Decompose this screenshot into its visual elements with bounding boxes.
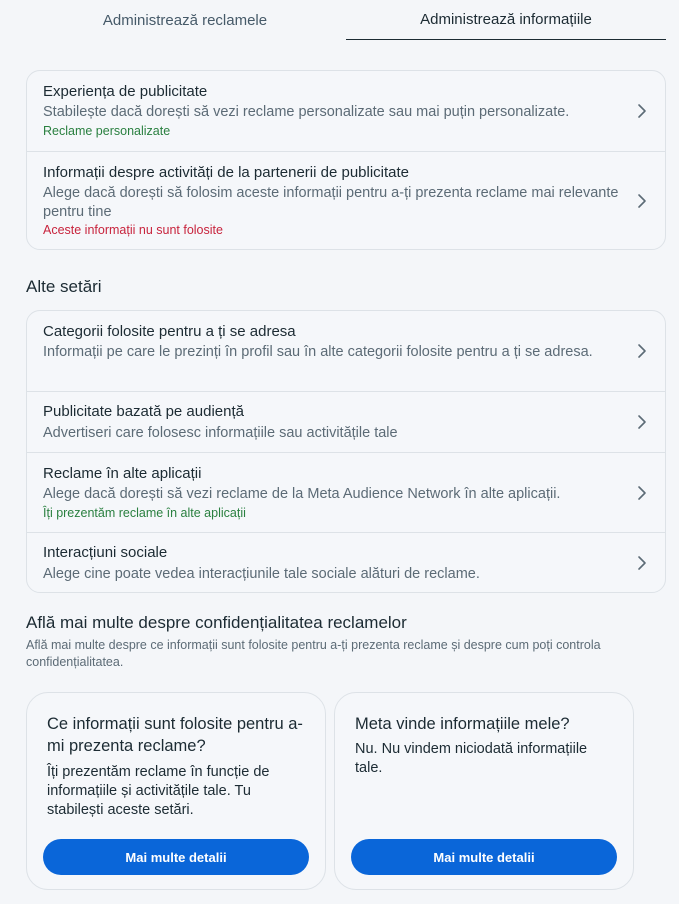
tab-manage-ads[interactable]: Administrează reclamele bbox=[102, 11, 268, 29]
learn-more-subtitle: Află mai multe despre ce informații sunt folosite pentru a-ți prezenta reclame și despre cum poți controla confidențialitatea. bbox=[26, 638, 601, 669]
setting-description: Advertiseri care folosesc informațiile sau activitățile tale bbox=[43, 425, 398, 441]
info-card-body: Nu. Nu vindem niciodată informațiile tale. bbox=[355, 741, 588, 776]
setting-description: Alege dacă dorești să vezi reclame de la Meta Audience Network în alte aplicații. bbox=[43, 486, 561, 502]
setting-title: Categorii folosite pentru a ți se adresa bbox=[43, 323, 296, 340]
setting-targeting-categories[interactable] bbox=[27, 311, 665, 391]
setting-ad-experience[interactable] bbox=[27, 71, 665, 151]
learn-more-button[interactable]: Mai multe detalii bbox=[351, 839, 617, 875]
setting-audience-based-ads[interactable] bbox=[27, 391, 665, 452]
other-settings-heading: Alte setări bbox=[26, 277, 102, 296]
setting-title: Reclame în alte aplicații bbox=[43, 465, 202, 482]
setting-status: Reclame personalizate bbox=[43, 124, 171, 138]
setting-title: Informații despre activități de la partenerii de publicitate bbox=[43, 164, 410, 181]
setting-title: Interacțiuni sociale bbox=[43, 544, 168, 561]
info-card-data-used bbox=[26, 692, 326, 890]
setting-description: Alege dacă dorești să folosim aceste informații pentru a-ți prezenta reclame mai relevante pentru tine bbox=[43, 185, 619, 220]
setting-social-interactions[interactable] bbox=[27, 532, 665, 593]
setting-title: Publicitate bazată pe audiență bbox=[43, 403, 244, 420]
info-card-title: Meta vinde informațiile mele? bbox=[355, 715, 570, 733]
setting-partner-activity[interactable] bbox=[27, 151, 665, 250]
chevron-right-icon bbox=[637, 555, 647, 571]
learn-more-heading: Află mai multe despre confidențialitatea reclamelor bbox=[26, 613, 407, 632]
chevron-right-icon bbox=[637, 343, 647, 359]
setting-description: Informații pe care le prezinți în profil sau în alte categorii folosite pentru a ți se adresa. bbox=[43, 344, 593, 360]
chevron-right-icon bbox=[637, 485, 647, 501]
info-card-title: Ce informații sunt folosite pentru a-mi prezenta reclame? bbox=[47, 715, 303, 755]
setting-title: Experiența de publicitate bbox=[43, 83, 208, 100]
setting-status: Aceste informații nu sunt folosite bbox=[43, 223, 223, 237]
info-card-data-sold bbox=[334, 692, 634, 890]
setting-description: Alege cine poate vedea interacțiunile tale sociale alături de reclame. bbox=[43, 566, 480, 582]
other-settings-list bbox=[26, 310, 666, 593]
chevron-right-icon bbox=[637, 103, 647, 119]
ad-settings-list bbox=[26, 70, 666, 250]
chevron-right-icon bbox=[637, 414, 647, 430]
setting-status: Îți prezentăm reclame în alte aplicații bbox=[43, 506, 246, 520]
tab-manage-info[interactable]: Administrează informațiile bbox=[346, 0, 666, 40]
info-card-body: Îți prezentăm reclame în funcție de informațiile și activitățile tale. Tu stabilești aceste setări. bbox=[47, 764, 270, 818]
setting-ads-in-other-apps[interactable] bbox=[27, 452, 665, 532]
learn-more-button[interactable]: Mai multe detalii bbox=[43, 839, 309, 875]
setting-description: Stabilește dacă dorești să vezi reclame personalizate sau mai puțin personalizate. bbox=[43, 104, 570, 120]
tab-bar bbox=[0, 0, 679, 40]
chevron-right-icon bbox=[637, 193, 647, 209]
